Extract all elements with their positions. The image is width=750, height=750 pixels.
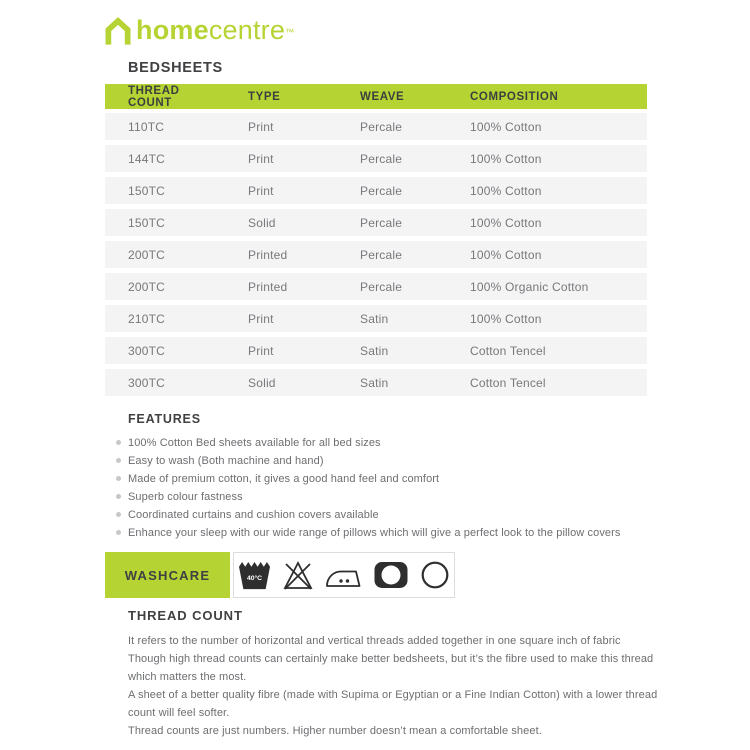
cell-thread-count: 150TC	[128, 215, 166, 230]
cell-composition: 100% Cotton	[470, 311, 542, 326]
cell-thread-count: 200TC	[128, 247, 166, 262]
table-row	[105, 305, 647, 332]
table-row	[105, 273, 647, 300]
logo-wordmark	[136, 15, 294, 45]
list-item	[105, 455, 665, 467]
cell-thread-count: 150TC	[128, 183, 166, 198]
features-list	[105, 437, 665, 539]
features-section	[105, 412, 665, 545]
header-composition: COMPOSITION	[470, 90, 559, 103]
cell-weave: Percale	[360, 215, 403, 230]
table-row	[105, 145, 647, 172]
feature-text: Superb colour fastness	[128, 491, 243, 503]
bullet-icon	[116, 530, 121, 535]
cell-weave: Satin	[360, 311, 389, 326]
cell-type: Print	[248, 311, 274, 326]
cell-type: Print	[248, 119, 274, 134]
cell-thread-count: 110TC	[128, 119, 165, 134]
thread-count-paragraph: It refers to the number of horizontal and vertical threads added together in one square inch of fabric	[128, 635, 621, 647]
cell-weave: Percale	[360, 279, 403, 294]
tumble-dry-icon	[373, 560, 409, 590]
page-title: BEDSHEETS	[128, 60, 223, 76]
bullet-icon	[116, 440, 121, 445]
bedsheets-spec-table	[105, 84, 647, 401]
thread-count-section	[128, 608, 673, 740]
cell-weave: Satin	[360, 375, 389, 390]
cell-thread-count: 144TC	[128, 151, 166, 166]
cell-type: Printed	[248, 247, 288, 262]
logo-centre-text: centre	[208, 15, 286, 45]
feature-text: Enhance your sleep with our wide range of pillows which will give a perfect look to the pillow covers	[128, 527, 621, 539]
cell-weave: Percale	[360, 119, 403, 134]
table-row	[105, 241, 647, 268]
table-row	[105, 369, 647, 396]
bullet-icon	[116, 512, 121, 517]
dry-clean-icon	[420, 560, 450, 590]
wash-40c-icon	[238, 560, 271, 591]
bullet-icon	[116, 476, 121, 481]
cell-thread-count: 200TC	[128, 279, 166, 294]
thread-count-title: THREAD COUNT	[128, 608, 243, 623]
features-title: FEATURES	[128, 412, 201, 426]
table-header-row	[105, 84, 647, 109]
cell-weave: Percale	[360, 247, 403, 262]
feature-text: Made of premium cotton, it gives a good hand feel and comfort	[128, 473, 440, 485]
washcare-label-box	[105, 552, 230, 598]
feature-text: Coordinated curtains and cushion covers available	[128, 509, 379, 521]
iron-two-dots-icon	[325, 560, 362, 590]
list-item	[105, 473, 665, 485]
do-not-bleach-icon	[282, 559, 314, 591]
table-row	[105, 177, 647, 204]
feature-text: 100% Cotton Bed sheets available for all bed sizes	[128, 437, 381, 449]
cell-thread-count: 300TC	[128, 375, 166, 390]
trademark-symbol: ™	[285, 27, 295, 37]
cell-type: Solid	[248, 215, 276, 230]
cell-type: Print	[248, 343, 274, 358]
list-item	[105, 491, 665, 503]
header-type: TYPE	[248, 90, 281, 103]
list-item	[105, 509, 665, 521]
cell-composition: 100% Cotton	[470, 151, 542, 166]
washcare-icons-box	[233, 552, 455, 598]
thread-count-paragraph: Though high thread counts can certainly make better bedsheets, but it’s the fibre used to make this thread which matters the most.	[128, 653, 654, 683]
list-item	[105, 437, 665, 449]
table-row	[105, 209, 647, 236]
cell-composition: 100% Cotton	[470, 215, 542, 230]
cell-composition: 100% Organic Cotton	[470, 279, 589, 294]
cell-composition: 100% Cotton	[470, 119, 542, 134]
washcare-label: WASHCARE	[124, 567, 211, 583]
cell-thread-count: 210TC	[128, 311, 166, 326]
header-weave: WEAVE	[360, 90, 405, 103]
thread-count-paragraph: Thread counts are just numbers. Higher number doesn’t mean a comfortable sheet.	[128, 725, 542, 737]
table-row	[105, 337, 647, 364]
table-row	[105, 113, 647, 140]
feature-text: Easy to wash (Both machine and hand)	[128, 455, 324, 467]
cell-type: Print	[248, 151, 274, 166]
house-icon	[104, 17, 132, 46]
cell-type: Printed	[248, 279, 288, 294]
wash-temp-text: 40°C	[246, 574, 263, 582]
homecentre-logo	[104, 15, 294, 46]
cell-composition: Cotton Tencel	[470, 343, 546, 358]
cell-type: Print	[248, 183, 274, 198]
cell-composition: 100% Cotton	[470, 247, 542, 262]
cell-weave: Percale	[360, 151, 403, 166]
list-item	[105, 527, 665, 539]
cell-composition: Cotton Tencel	[470, 375, 546, 390]
cell-type: Solid	[248, 375, 276, 390]
cell-thread-count: 300TC	[128, 343, 166, 358]
cell-composition: 100% Cotton	[470, 183, 542, 198]
bullet-icon	[116, 494, 121, 499]
cell-weave: Percale	[360, 183, 403, 198]
logo-home-text: home	[136, 15, 209, 45]
thread-count-paragraph: A sheet of a better quality fibre (made with Supima or Egyptian or a Fine Indian Cotton) with a lower thread count will feel softer.	[128, 689, 658, 719]
cell-weave: Satin	[360, 343, 389, 358]
header-thread-count: THREAD COUNT	[128, 84, 180, 109]
bullet-icon	[116, 458, 121, 463]
